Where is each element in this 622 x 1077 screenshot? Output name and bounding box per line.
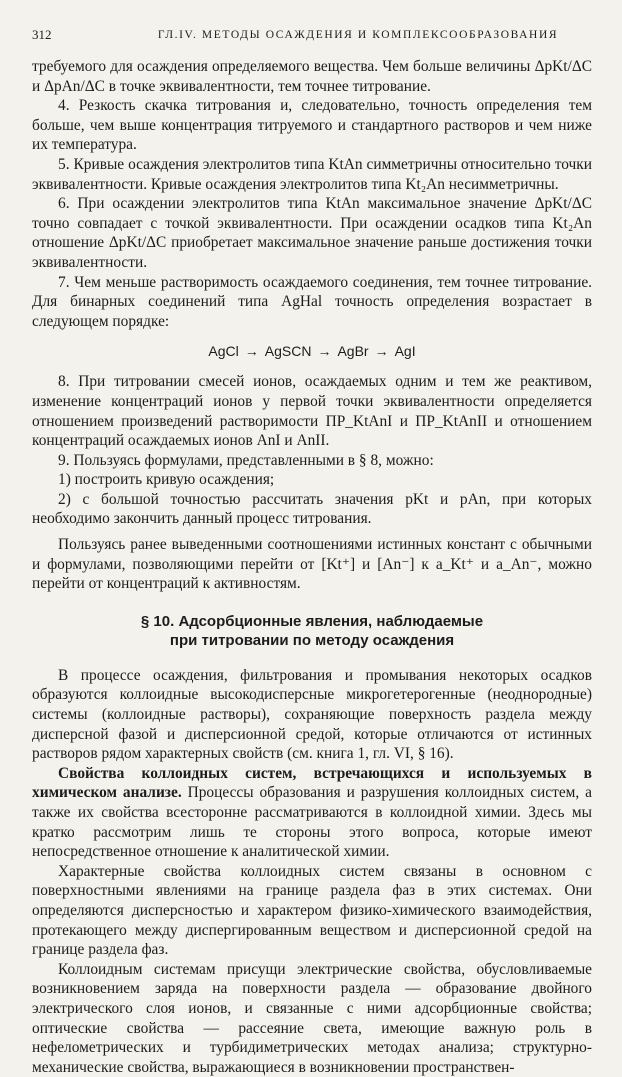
section-number: § 10. — [140, 612, 175, 630]
paragraph-point-9: 9. Пользуясь формулами, представленными в § 8, можно: — [58, 451, 434, 469]
bold-lead-rest: Процессы образования и разрушения коллоидных систем, а также их свойства всесторонне рассматриваются в коллоидной химии. Здесь мы кратко рассмотрим лишь те стороны этого вопроса, которые имеют непосредственное отношение к аналитической химии. — [32, 784, 592, 861]
chapter-title: ГЛ.IV. МЕТОДЫ ОСАЖДЕНИЯ И КОМПЛЕКСООБРАЗОВАНИЯ — [157, 29, 559, 41]
paragraph-point-5: 5. Кривые осаждения электролитов типа KtAn симметричны относительно точки эквивалентности. Кривые осаждения электролитов типа Kt₂An несимметричны. — [32, 155, 592, 193]
arrow-1: → — [244, 343, 259, 360]
section-title-line-1: Адсорбционные явления, наблюдаемые — [178, 612, 484, 630]
paragraph-continuation: требуемого для осаждения определяемого вещества. Чем больше величины ΔpKt/ΔC и ΔpAn/ΔC в точке эквивалентности, тем точнее титрование. — [32, 58, 592, 95]
list-item-2: 2) с большой точностью рассчитать значения pKt и pAn, при которых необходимо закончить данный процесс титрования. — [32, 490, 592, 528]
paragraph-colloid-properties — [32, 764, 592, 862]
page-number: 312 — [32, 27, 52, 42]
list-item-1: 1) построить кривую осаждения; — [58, 471, 275, 489]
paragraph-point-4: 4. Резкость скачка титрования и, следовательно, точность определения тем больше, чем выше концентрация титруемого и стандартного растворов и чем ниже их температура. — [32, 97, 592, 154]
arrow-3: → — [374, 343, 389, 360]
paragraph-surface-phenomena: Характерные свойства коллоидных систем связаны в основном с поверхностными явлениями на границе раздела фаз в этих системах. Они определяются дисперсностью и характером физико-химического взаимодействия, протекающего между диспергированным веществом и дисперсионной средой на границе раздела фаз. — [32, 862, 592, 959]
arrow-2: → — [317, 343, 332, 360]
formula-agi: AgI — [394, 343, 416, 360]
running-head — [32, 24, 592, 46]
paragraph-point-8: 8. При титровании смесей ионов, осаждаемых одним и тем же реактивом, изменение концентраций ионов у первой точки эквивалентности определяется отношением произведений растворимости ПР_KtAnI и ПР_KtAnII и отношением концентраций осаждаемых ионов AnI и AnII. — [32, 373, 592, 450]
paragraph-activity: Пользуясь ранее выведенными соотношениями истинных констант с обычными и формулами, позволяющими перейти от [Kt⁺] и [An⁻] к a_Kt⁺ и a_An⁻, можно перейти от концентраций к активностям. — [32, 536, 592, 593]
formula-agbr: AgBr — [337, 343, 369, 360]
paragraph-point-6: 6. При осаждении электролитов типа KtAn максимальное значение ΔpKt/ΔC точно совпадает с точкой эквивалентности. При осаждении осадков типа Kt₂An отношение ΔpKt/ΔC приобретает максимальное значение раньше достижения точки эквивалентности. — [32, 195, 592, 271]
solubility-series-formula — [32, 340, 592, 362]
formula-agscn: AgSCN — [264, 343, 312, 360]
section-title-line-2: при титровании по методу осаждения — [169, 631, 455, 649]
section-heading — [32, 612, 592, 650]
formula-agcl: AgCl — [208, 343, 239, 360]
bold-lead-heading: Свойства коллоидных систем, встречающихся и используемых в химическом анализе. — [32, 764, 592, 802]
paragraph-electric-properties: Коллоидным системам присущи электрические свойства, обусловливаемые возникновением заряда на поверхности раздела — образование двойного электрического слоя ионов, и связанные с ними адсорбционные свойства; оптические свойства — рассеяние света, имеющие важную роль в нефелометрических и турбидиметрических методах анализа; структурно-механические свойства, выражающиеся в возникновении пространствен- — [32, 960, 592, 1076]
paragraph-point-7: 7. Чем меньше растворимость осаждаемого соединения, тем точнее титрование. Для бинарных соединений типа AgHal точность определения возрастает в следующем порядке: — [32, 273, 592, 330]
page-body — [32, 57, 592, 1077]
paragraph-colloid-intro: В процессе осаждения, фильтрования и промывания некоторых осадков образуются коллоидные высокодисперсные микрогетерогенные (неоднородные) системы (коллоидные растворы), сохраняющие поверхность раздела между дисперсной фазой и дисперсионной средой, которые отличаются от истинных растворов рядом характерных свойств (см. книга 1, гл. VI, § 16). — [32, 666, 592, 763]
